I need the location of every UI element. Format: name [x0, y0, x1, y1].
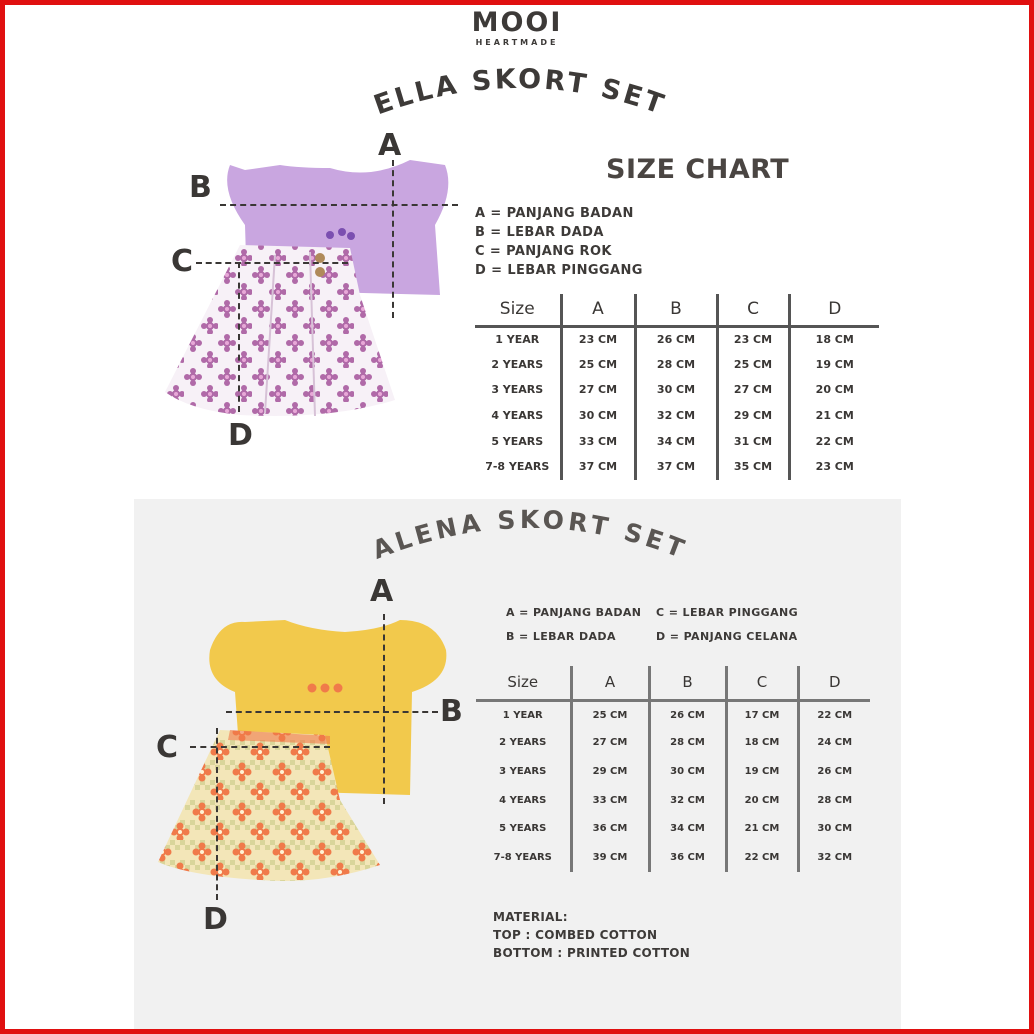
table-cell: 29 CM: [571, 757, 649, 786]
table-header-a: A: [571, 666, 649, 700]
ella-legend-a: A = PANJANG BADAN: [475, 206, 634, 221]
table-cell: 37 CM: [561, 454, 635, 480]
ella-marker-b: B: [189, 170, 212, 205]
brand-logo: [0, 8, 1034, 47]
table-cell: 32 CM: [649, 786, 726, 815]
table-row: [476, 700, 870, 729]
table-cell: 3 YEARS: [491, 383, 544, 397]
table-cell: 36 CM: [571, 814, 649, 843]
alena-outfit-illustration: [150, 600, 470, 900]
table-cell: 36 CM: [649, 843, 726, 872]
table-cell: 3 YEARS: [499, 765, 547, 777]
table-cell: 4 YEARS: [491, 409, 544, 423]
alena-line-b: [226, 711, 438, 713]
table-header-d: D: [798, 666, 870, 700]
alena-legend-a: A = PANJANG BADAN: [506, 606, 642, 619]
table-header-size: Size: [475, 294, 561, 326]
alena-marker-d: D: [203, 902, 228, 937]
alena-line-d: [216, 728, 218, 900]
alena-line-c: [190, 746, 330, 748]
svg-text:ALENA SKORT SET: [368, 505, 691, 565]
table-cell: 22 CM: [789, 428, 879, 454]
table-cell: 2 YEARS: [499, 737, 547, 749]
table-cell: 18 CM: [789, 326, 879, 352]
ella-line-b: [220, 204, 458, 206]
table-cell: 29 CM: [717, 403, 789, 429]
table-row: [476, 757, 870, 786]
alena-marker-b: B: [440, 694, 463, 729]
table-cell: 21 CM: [726, 814, 798, 843]
table-cell: 5 YEARS: [491, 434, 544, 448]
table-row: [475, 403, 879, 429]
table-cell: 18 CM: [726, 729, 798, 758]
ella-marker-a: A: [378, 128, 402, 163]
alena-legend-c: C = LEBAR PINGGANG: [656, 606, 799, 619]
table-cell: 28 CM: [649, 729, 726, 758]
table-header-row: [475, 294, 879, 326]
size-chart-title: SIZE CHART: [606, 154, 790, 185]
table-cell: 27 CM: [717, 377, 789, 403]
table-cell: 28 CM: [635, 352, 717, 378]
table-row: [475, 454, 879, 480]
alena-title-text: ALENA SKORT SET: [368, 504, 692, 565]
table-header-size: Size: [476, 666, 571, 700]
ella-title-text: ELLA SKORT SET: [369, 63, 671, 122]
table-cell: 19 CM: [726, 757, 798, 786]
table-cell: 27 CM: [561, 377, 635, 403]
ella-line-c: [196, 262, 348, 264]
table-cell: 25 CM: [717, 352, 789, 378]
brand-tagline: HEARTMADE: [475, 38, 559, 47]
table-cell: 25 CM: [571, 700, 649, 729]
table-row: [476, 814, 870, 843]
table-cell: 20 CM: [789, 377, 879, 403]
table-cell: 23 CM: [717, 326, 789, 352]
ella-legend: [475, 204, 643, 280]
table-row: [475, 377, 879, 403]
table-cell: 17 CM: [726, 700, 798, 729]
alena-legend-b: B = LEBAR DADA: [506, 630, 616, 643]
svg-text:ELLA SKORT SET: [370, 64, 670, 122]
table-cell: 30 CM: [635, 377, 717, 403]
table-cell: 23 CM: [561, 326, 635, 352]
table-row: [475, 428, 879, 454]
table-cell: 26 CM: [635, 326, 717, 352]
table-cell: 26 CM: [798, 757, 870, 786]
ella-marker-d: D: [228, 418, 253, 453]
alena-legend-d: D = PANJANG CELANA: [656, 630, 798, 643]
table-row: [476, 729, 870, 758]
table-cell: 24 CM: [798, 729, 870, 758]
table-cell: 22 CM: [798, 700, 870, 729]
table-row: [475, 326, 879, 352]
table-cell: 5 YEARS: [499, 823, 547, 835]
table-header-a: A: [561, 294, 635, 326]
table-cell: 27 CM: [571, 729, 649, 758]
table-cell: 32 CM: [798, 843, 870, 872]
table-cell: 2 YEARS: [491, 357, 544, 371]
alena-top-embroidery: [308, 684, 343, 693]
alena-size-table: [476, 666, 870, 872]
table-row: [476, 843, 870, 872]
table-row: [476, 786, 870, 815]
ella-line-d: [238, 262, 240, 412]
table-cell: 32 CM: [635, 403, 717, 429]
table-cell: 30 CM: [798, 814, 870, 843]
ella-title: [340, 60, 700, 130]
table-cell: 1 YEAR: [495, 333, 540, 347]
ella-legend-c: C = PANJANG ROK: [475, 244, 612, 259]
table-cell: 37 CM: [635, 454, 717, 480]
table-header-d: D: [789, 294, 879, 326]
table-header-c: C: [726, 666, 798, 700]
alena-marker-c: C: [156, 730, 179, 765]
alena-marker-a: A: [370, 574, 394, 609]
table-cell: 26 CM: [649, 700, 726, 729]
alena-title: [360, 498, 700, 568]
table-cell: 7-8 YEARS: [493, 851, 552, 863]
table-cell: 33 CM: [571, 786, 649, 815]
brand-name: MOOI: [471, 7, 563, 38]
table-cell: 35 CM: [717, 454, 789, 480]
table-cell: 39 CM: [571, 843, 649, 872]
table-cell: 34 CM: [635, 428, 717, 454]
alena-legend-left: [506, 601, 641, 649]
table-cell: 34 CM: [649, 814, 726, 843]
table-cell: 1 YEAR: [502, 709, 543, 721]
table-header-row: [476, 666, 870, 700]
alena-line-a: [383, 614, 385, 804]
table-cell: 30 CM: [561, 403, 635, 429]
table-header-c: C: [717, 294, 789, 326]
table-header-b: B: [649, 666, 726, 700]
table-cell: 25 CM: [561, 352, 635, 378]
table-cell: 20 CM: [726, 786, 798, 815]
ella-legend-d: D = LEBAR PINGGANG: [475, 263, 643, 278]
ella-marker-c: C: [171, 244, 194, 279]
material-top: TOP : COMBED COTTON: [493, 928, 658, 942]
alena-legend-right: [656, 601, 798, 649]
material-info: [493, 908, 690, 962]
table-cell: 4 YEARS: [499, 794, 547, 806]
table-cell: 30 CM: [649, 757, 726, 786]
table-cell: 31 CM: [717, 428, 789, 454]
ella-legend-b: B = LEBAR DADA: [475, 225, 604, 240]
table-cell: 22 CM: [726, 843, 798, 872]
ella-size-table: [475, 294, 879, 480]
table-cell: 28 CM: [798, 786, 870, 815]
table-cell: 23 CM: [789, 454, 879, 480]
material-heading: MATERIAL:: [493, 910, 568, 924]
table-cell: 19 CM: [789, 352, 879, 378]
ella-line-a: [392, 160, 394, 318]
table-cell: 33 CM: [561, 428, 635, 454]
table-row: [475, 352, 879, 378]
material-bottom: BOTTOM : PRINTED COTTON: [493, 946, 691, 960]
table-header-b: B: [635, 294, 717, 326]
table-cell: 21 CM: [789, 403, 879, 429]
table-cell: 7-8 YEARS: [485, 460, 550, 474]
